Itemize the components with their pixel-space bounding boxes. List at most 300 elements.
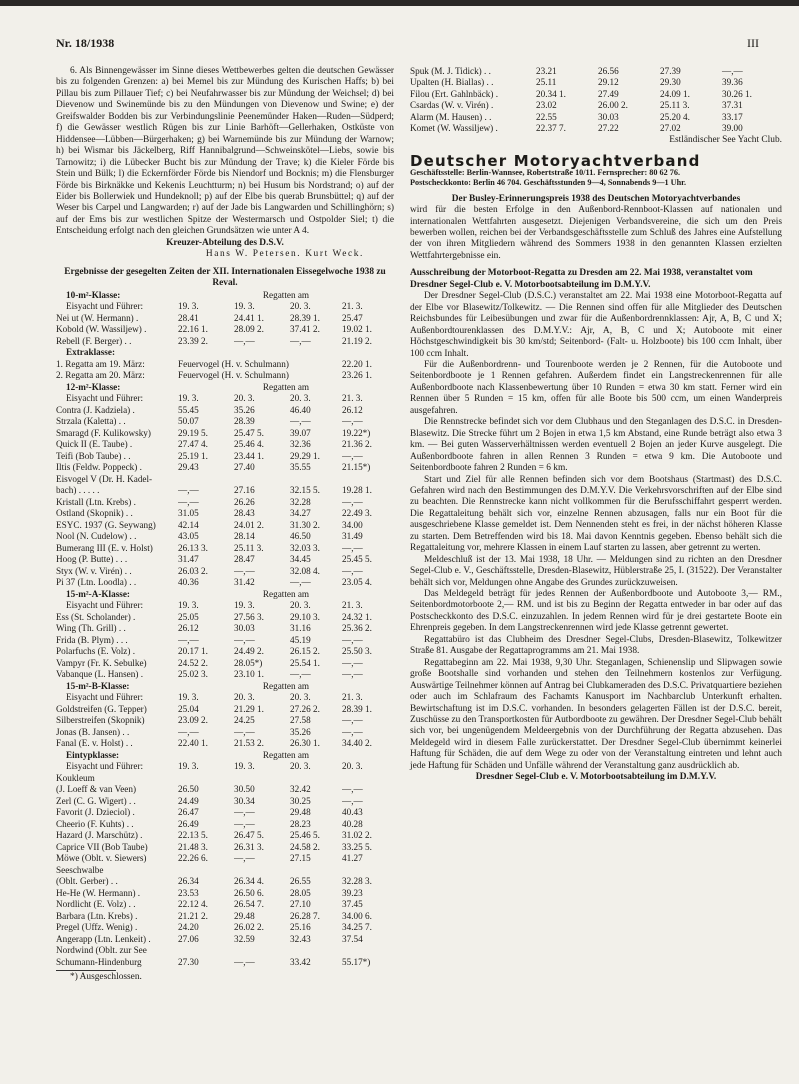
- result-row: [56, 796, 394, 808]
- regatten-label: Regatten am: [262, 289, 310, 300]
- time-cell: 55.17*): [342, 956, 371, 967]
- race-time: 22.20 1.: [342, 358, 372, 369]
- ausschreibung-p2: Für die Außenbordrenn- und Tourenboote werden je 2 Rennen, für die Autoboote und Seitenbordboote je 1 Rennen gefahren. Außerdem findet ein Langstreckenrennen für alle Außenbordboote nach Klassenbewertung über 10 Runden = etwa 30 km statt. Ferner wird ein Rennen über 5 Runden = 15 km, offen für alle Boote bis 500 ccm, um einen Wanderpreis ausgefahren.: [410, 359, 782, 416]
- time-cell: [178, 865, 234, 877]
- time-cell: 19.02 1.: [342, 324, 372, 335]
- time-cell: —,—: [342, 634, 363, 645]
- yacht-name: Vabanque (L. Hansen) .: [56, 669, 143, 680]
- time-cell: 27.26 2.: [290, 703, 320, 714]
- yacht-name: Alarm (M. Hausen) . .: [410, 111, 492, 122]
- time-cell: 20. 3.: [342, 761, 363, 772]
- ausschreibung-p5: Meldeschluß ist der 13. Mai 1938, 18 Uhr. — Meldungen sind zu richten an den Dresdner Segel-Club e. V., Geschäftsstelle, Dresden-Blasewitz, Hüblerstraße 25, I. (31522). Der Veranstalter behält sich vor, Meldungen ohne Angabe des Grundes zurückzuweisen.: [410, 554, 782, 588]
- result-row: [56, 439, 394, 451]
- class-heading-row: [56, 589, 394, 601]
- time-cell: 27.15: [290, 853, 311, 864]
- time-cell: 26.13 3.: [178, 542, 208, 553]
- time-cell: 24.49: [178, 795, 199, 806]
- class-heading-row: [56, 750, 394, 762]
- time-cell: 23.02: [536, 100, 557, 111]
- time-cell: 21. 3.: [342, 600, 363, 611]
- time-cell: 39.00: [722, 123, 743, 134]
- time-cell: —,—: [342, 542, 363, 553]
- class-heading-row: [56, 347, 394, 359]
- dmyv-address: Geschäftsstelle: Berlin-Wannsee, Robertstraße 10/11. Fernsprecher: 80 62 76.: [410, 167, 680, 177]
- footnote-rule: [56, 970, 116, 971]
- result-row: [56, 865, 394, 877]
- time-cell: 31.42: [234, 577, 255, 588]
- result-row: [56, 738, 394, 750]
- time-cell: 30.34: [234, 795, 255, 806]
- time-cell: 21. 3.: [342, 692, 363, 703]
- yacht-name: Seeschwalbe: [56, 864, 104, 875]
- yacht-name: Eisyacht und Führer:: [66, 761, 144, 772]
- time-cell: [342, 474, 394, 486]
- result-row: [56, 474, 394, 486]
- time-cell: 29.19 5.: [178, 427, 208, 438]
- right-column: [410, 66, 782, 784]
- result-row: [56, 784, 394, 796]
- time-cell: 29.48: [290, 807, 311, 818]
- yacht-club-signature: Estländischer See Yacht Club.: [669, 134, 782, 145]
- ausschreibung-p3: Die Rennstrecke befindet sich vor dem Clubhaus und den Steganlagen des D.S.C. in Dresden-Blasewitz. Die Strecke führt um 2 Bojen in etwa 1,5 km Abstand, eine Runde beträgt also etwa 3 km. — Bei guten Wasserverhältnissen werden eventuell 2 Bojen an jeder Kurve ausgelegt. Die Außenbordboote fahren in allen Rennen 3 Runden = etwa 9 km. Die Autoboote und Seitenbordboote fahren 2 Runden = 6 km.: [410, 417, 782, 474]
- result-row: [56, 600, 394, 612]
- result-row: [410, 123, 782, 134]
- result-row: [56, 313, 394, 325]
- yacht-name: Jonas (B. Jansen) . .: [56, 726, 130, 737]
- results-table: [56, 290, 394, 969]
- class-heading-row: [56, 382, 394, 394]
- time-cell: 39.23: [342, 887, 363, 898]
- result-row: [56, 807, 394, 819]
- result-row: [56, 911, 394, 923]
- ausschreibung-p4: Start und Ziel für alle Rennen befinden sich vor dem Bootshaus (Startmast) des D.S.C. Gefahren wird nach den Bestimmungen des D.M.Y.V. Die Verkehrsvorschriften auf der Elbe sind zu beachten. Die Rennstrecke kann nicht vollkommen für die Berufsschiffahrt gesperrt werden. Die Regattaleitung behält sich vor, einzelne Rennen abzusagen, falls nur ein Boot für die ausgeschriebene Klasse gemeldet ist. Dem Nennenden steht es frei, in der nächst höheren Klasse zu starten. Dem Betreffenden wird bis 18. Mai davon Kenntnis gegeben. Ebenso behält sich die Regattaleitung vor, mehrere Klassen in einem Lauf starten zu lassen, aber getrennt zu werten.: [410, 474, 782, 554]
- time-cell: —,—: [234, 726, 255, 737]
- yacht-name: Quick II (E. Taube) .: [56, 439, 133, 450]
- time-cell: 20. 3.: [234, 393, 255, 404]
- yacht-name: Csardas (W. v. Virén) .: [410, 100, 494, 111]
- time-cell: 34.25 7.: [342, 922, 372, 933]
- class-heading: 15-m²-B-Klasse:: [66, 680, 130, 691]
- yacht-name: Kobold (W. Wassiljew) .: [56, 324, 147, 335]
- result-row: [56, 359, 394, 371]
- yacht-name: Contra (J. Kadziela) .: [56, 404, 135, 415]
- result-row: [410, 77, 782, 88]
- yacht-name: Bumerang III (E. v. Holst): [56, 542, 153, 553]
- time-cell: 22.37 7.: [536, 123, 566, 134]
- time-cell: 32.43: [290, 933, 311, 944]
- yacht-name: Strzala (Kaletta) . .: [56, 416, 126, 427]
- result-row: [56, 888, 394, 900]
- time-cell: 31.30 2.: [290, 519, 320, 530]
- time-cell: 25.04: [178, 703, 199, 714]
- time-cell: 34.00 6.: [342, 910, 372, 921]
- result-row: [410, 112, 782, 123]
- result-row: [56, 462, 394, 474]
- yacht-name: Eisyacht und Führer:: [66, 393, 144, 404]
- time-cell: 24.49 2.: [234, 646, 264, 657]
- time-cell: 20. 3.: [290, 692, 311, 703]
- time-cell: 25.05: [178, 611, 199, 622]
- time-cell: 25.02 3.: [178, 669, 208, 680]
- time-cell: [290, 945, 342, 957]
- top-edge-bar: [0, 0, 799, 6]
- time-cell: 22.16 1.: [178, 324, 208, 335]
- time-cell: 19. 3.: [234, 761, 255, 772]
- yacht-name: (Oblt. Gerber) . .: [56, 876, 118, 887]
- time-cell: 26.03 2.: [178, 565, 208, 576]
- regatten-label: Regatten am: [262, 588, 310, 599]
- time-cell: 23.53: [178, 887, 199, 898]
- time-cell: 21. 3.: [342, 301, 363, 312]
- time-cell: 20. 3.: [234, 692, 255, 703]
- busley-text: wird für die besten Erfolge in den Außenbord-Rennboot-Klassen auf nationalen und internationalen Wettfahrten ausgesetzt. Diejenigen Verbandsvereine, die sich um den Preis bewerben wollen, reichen bei der Verbandsgeschäftsstelle zum Schluß des Jahres eine Aufstellung der von ihren Mitgliedern während des Sommers 1938 in den genannten Klassen erzielten Wettfahrtergebnisse ein.: [410, 205, 782, 261]
- regatten-label: Regatten am: [262, 749, 310, 760]
- time-cell: 20.34 1.: [536, 88, 566, 99]
- yacht-name: bach) . . . . .: [56, 485, 100, 496]
- time-cell: 23.10 1.: [234, 669, 264, 680]
- result-row: [56, 612, 394, 624]
- time-cell: 30.50: [234, 784, 255, 795]
- time-cell: —,—: [178, 726, 199, 737]
- time-cell: 24.32 1.: [342, 611, 372, 622]
- time-cell: 20.17 1.: [178, 646, 208, 657]
- time-cell: [178, 474, 234, 486]
- class-heading: Eintypklasse:: [66, 749, 120, 760]
- time-cell: 29.12: [598, 77, 619, 88]
- race-label: 2. Regatta am 20. März:: [56, 370, 145, 381]
- result-row: [56, 945, 394, 957]
- time-cell: —,—: [290, 669, 311, 680]
- regatten-label: Regatten am: [262, 680, 310, 691]
- time-cell: —,—: [234, 335, 255, 346]
- time-cell: [234, 865, 290, 877]
- result-row: [56, 508, 394, 520]
- time-cell: 28.05*): [234, 657, 263, 668]
- time-cell: 40.28: [342, 818, 363, 829]
- time-cell: 28.47: [234, 554, 255, 565]
- time-cell: 24.58 2.: [290, 841, 320, 852]
- result-row: [56, 646, 394, 658]
- time-cell: 31.16: [290, 623, 311, 634]
- yacht-name: He-He (W. Hermann) .: [56, 887, 141, 898]
- yacht-name: Eisyacht und Führer:: [66, 692, 144, 703]
- time-cell: 27.02: [660, 123, 681, 134]
- result-row: [56, 876, 394, 888]
- time-cell: 21.15*): [342, 462, 371, 473]
- time-cell: 42.14: [178, 519, 199, 530]
- time-cell: 25.36 2.: [342, 623, 372, 634]
- time-cell: 37.45: [342, 899, 363, 910]
- time-cell: 26.34: [178, 876, 199, 887]
- time-cell: 23.21: [536, 66, 557, 76]
- ausschreibung-p6: Das Meldegeld beträgt für jedes Rennen der Außenbordboote und Autoboote 3,— RM., Seitenbordmotorboote 2,— RM. und ist bis zu Beginn der Regatta entweder in bar oder auf das Postscheckkonto des D.S.C. einzuzahlen. In jedem Rennen wird für je drei gestartete Boote ein Ehrenpreis gegeben. In dem Langstreckenrennen wird jede Klasse getrennt gewertet.: [410, 589, 782, 634]
- result-row: [56, 819, 394, 831]
- yacht-name: Teifi (Bob Taube) . .: [56, 450, 131, 461]
- time-cell: 25.19 1.: [178, 450, 208, 461]
- time-cell: 32.15 5.: [290, 485, 320, 496]
- time-cell: 29.43: [178, 462, 199, 473]
- time-cell: 31.05: [178, 508, 199, 519]
- result-row: [56, 899, 394, 911]
- time-cell: 20. 3.: [290, 600, 311, 611]
- results-table-continued: [410, 66, 782, 135]
- time-cell: —,—: [342, 496, 363, 507]
- time-cell: 28.05: [290, 887, 311, 898]
- time-cell: 31.02 2.: [342, 830, 372, 841]
- yacht-name: Kristall (Ltn. Krebs) .: [56, 496, 136, 507]
- time-cell: —,—: [234, 565, 255, 576]
- time-cell: 28.39 1.: [290, 312, 320, 323]
- result-row: [410, 89, 782, 100]
- time-cell: 22.55: [536, 111, 557, 122]
- yacht-name: Spuk (M. J. Tidick) . .: [410, 66, 491, 76]
- time-cell: 40.36: [178, 577, 199, 588]
- time-cell: 27.30: [178, 956, 199, 967]
- time-cell: —,—: [342, 795, 363, 806]
- result-row: [56, 520, 394, 532]
- time-cell: 25.47: [342, 312, 363, 323]
- time-cell: 34.40 2.: [342, 738, 372, 749]
- time-cell: 19. 3.: [178, 692, 199, 703]
- time-cell: 32.28: [290, 496, 311, 507]
- regatten-label: [178, 347, 394, 359]
- time-cell: —,—: [178, 496, 199, 507]
- yacht-name: Filou (Ert. Gahlnbäck) .: [410, 88, 499, 99]
- signature-organisation: Kreuzer-Abteilung des D.S.V.: [166, 237, 284, 248]
- result-row: [56, 324, 394, 336]
- time-cell: 26.49: [178, 818, 199, 829]
- yacht-name: Cheerio (F. Kuhts) . .: [56, 818, 134, 829]
- time-cell: 19. 3.: [178, 600, 199, 611]
- regatten-label: Regatten am: [262, 381, 310, 392]
- time-cell: 19. 3.: [178, 301, 199, 312]
- time-cell: 26.12: [342, 404, 363, 415]
- yacht-name: Möwe (Oblt. v. Siewers): [56, 853, 147, 864]
- time-cell: 23.09 2.: [178, 715, 208, 726]
- time-cell: [342, 945, 394, 957]
- time-cell: 23.05 4.: [342, 577, 372, 588]
- time-cell: 26.15 2.: [290, 646, 320, 657]
- time-cell: —,—: [290, 577, 311, 588]
- yacht-name: Wing (Th. Grill) . .: [56, 623, 126, 634]
- class-heading: 15-m²-A-Klasse:: [66, 588, 130, 599]
- yacht-name: Polarfuchs (E. Volz) .: [56, 646, 136, 657]
- time-cell: 25.54 1.: [290, 657, 320, 668]
- time-cell: 26.47: [178, 807, 199, 818]
- time-cell: —,—: [234, 818, 255, 829]
- time-cell: 50.07: [178, 416, 199, 427]
- result-row: [56, 451, 394, 463]
- signature-names: Hans W. Petersen. Kurt Weck.: [205, 249, 364, 260]
- dmyv-heading: Deutscher Motoryachtverband: [410, 152, 701, 171]
- time-cell: 21.53 2.: [234, 738, 264, 749]
- yacht-name: Styx (W. v. Virén) . .: [56, 565, 132, 576]
- time-cell: 28.43: [234, 508, 255, 519]
- time-cell: 26.12: [178, 623, 199, 634]
- race-winner: Feuervogel (H. v. Schulmann): [178, 358, 289, 369]
- time-cell: 23.44 1.: [234, 450, 264, 461]
- yacht-name: Ostland (Skopnik) . .: [56, 508, 133, 519]
- time-cell: 21.48 3.: [178, 841, 208, 852]
- result-row: [56, 692, 394, 704]
- issue-number: Nr. 18/1938: [56, 36, 115, 50]
- time-cell: 25.11: [536, 77, 557, 88]
- result-row: [56, 704, 394, 716]
- time-cell: —,—: [342, 726, 363, 737]
- time-cell: [234, 945, 290, 957]
- result-row: [56, 957, 394, 969]
- time-cell: 26.55: [290, 876, 311, 887]
- result-row: [56, 623, 394, 635]
- time-cell: 31.47: [178, 554, 199, 565]
- yacht-name: Hoog (P. Butte) . . .: [56, 554, 128, 565]
- yacht-name: Zerl (C. G. Wigert) . .: [56, 795, 136, 806]
- time-cell: 27.06: [178, 933, 199, 944]
- time-cell: 22.49 3.: [342, 508, 372, 519]
- yacht-name: Iltis (Feldw. Poppeck) .: [56, 462, 142, 473]
- time-cell: —,—: [342, 450, 363, 461]
- result-row: [56, 773, 394, 785]
- result-row: [56, 370, 394, 382]
- time-cell: 25.11 3.: [234, 542, 264, 553]
- time-cell: 24.25: [234, 715, 255, 726]
- yacht-name: Schumann-Hindenburg: [56, 956, 142, 967]
- time-cell: —,—: [722, 66, 743, 76]
- time-cell: 19. 3.: [178, 393, 199, 404]
- result-row: [56, 830, 394, 842]
- result-row: [56, 669, 394, 681]
- time-cell: 26.56: [598, 66, 619, 76]
- time-cell: 32.36: [290, 439, 311, 450]
- time-cell: 32.03 3.: [290, 542, 320, 553]
- time-cell: 34.00: [342, 519, 363, 530]
- time-cell: 30.26 1.: [722, 88, 752, 99]
- time-cell: 26.54 7.: [234, 899, 264, 910]
- time-cell: 29.48: [234, 910, 255, 921]
- yacht-name: Pi 37 (Ltn. Loodla) . .: [56, 577, 137, 588]
- time-cell: 55.45: [178, 404, 199, 415]
- time-cell: 26.30 1.: [290, 738, 320, 749]
- time-cell: 19. 3.: [234, 301, 255, 312]
- time-cell: 27.39: [660, 66, 681, 76]
- result-row: [56, 428, 394, 440]
- time-cell: 30.25: [290, 795, 311, 806]
- time-cell: 25.16: [290, 922, 311, 933]
- result-row: [56, 727, 394, 739]
- time-cell: 39.07: [290, 427, 311, 438]
- result-row: [56, 658, 394, 670]
- running-header: [56, 36, 759, 52]
- time-cell: —,—: [178, 485, 199, 496]
- yacht-name: Nordwind (Oblt. zur See: [56, 945, 147, 956]
- time-cell: 40.43: [342, 807, 363, 818]
- time-cell: —,—: [290, 416, 311, 427]
- time-cell: 34.27: [290, 508, 311, 519]
- time-cell: 37.54: [342, 933, 363, 944]
- time-cell: 24.09 1.: [660, 88, 690, 99]
- footnote: *) Ausgeschlossen.: [70, 972, 142, 983]
- paragraph-6: 6. Als Binnengewässer im Sinne dieses Wettbewerbes gelten die deutschen Gewässer bis zu folgenden Grenzen: a) bei Memel bis zur Mündung des Kurischen Haffs; b) bei Pillau bis zum Pillauer Tief; c) bei Neufahrwasser bis zur Mündung der Weichsel; d) bei Dievenow und Swinemünde bis zu den Mündungen von Dievenow und Swine; e) der Greifswalder Bodden bis zur Verbindungslinie Peenemünder Haken—Ruden—Südperd; f) die Gewässer westlich Rügen bis zur Linie Barhöft—Gellerhaken, Ostküste von Hiddensee—Lübben—Bürgerhaken; g) bei Warnemünde bis zur Mündung der Warnow; h) bei Wismar bis Jäckelberg, Riff Hannibalgrund—Schweinskötel—Liebs, sowie bis Tarnowitz; i) die Lübecker Bucht bis zur Mündung der Trave; k) die Kieler Förde bis Stein und Bülk; l) die Eckernförder Förde bis Niendorf und Bocknis; m) die Flensburger Förde bis Birknäkke und Kekenis Leuchtturm; n) bei Husum bis Nordstrand; o) auf der Eider bis Bollerwiek und Hundeknoll; p) auf der Elbe bis querab Brunsbüttel; q) auf der Weser bis Carpel und Langwarden; r) auf der Jade bis Langwarden und Schillinghörn; s) auf der Ems bis zur westlichen Spitze der Westermarsch und Ostpolder Siel; t) die Entscheidung erfolgt nach den gleichen Grundsätzen wie unter A 4.: [56, 66, 394, 237]
- time-cell: 26.00 2.: [598, 100, 628, 111]
- time-cell: 24.41 1.: [234, 312, 264, 323]
- time-cell: 30.03: [234, 623, 255, 634]
- ausschreibung-p8: Regattabeginn am 22. Mai 1938, 9,30 Uhr. Steganlagen, Schienenslip und Slipwagen sowie große Bootshalle sind vorhanden und stehen den Teilnehmern kostenlos zur Verfügung. Auswärtige Teilnehmer können auf Antrag bei Clubkameraden des D.S.C. Privatquartiere beziehen oder auch im Schlafraum des Fachamts Kanusport im Nachbarclub Unterkunft erhalten. Bewirtschaftung ist im D.S.C. vorhanden. In besonders gelagerten Fällen ist der D.S.C. bereit, Zuschüsse zu den Transportkosten für Autbordboote zu gewähren. Der Dresdner Segel-Club behält sich vor, bei ungenügendem Meldeergebnis von der Durchführung der Regatta abzusehen. Das Meldegeld wird in diesem Falle zurückerstattet. Der Dresdner Segel-Club übernimmt keinerlei Haftung für Schäden, die auf dem Wege zu oder von der Veranstaltung eintreten und lehnt auch jede Haftung für Schäden und Unfälle während der Veranstaltung ganz ausdrücklich ab.: [410, 657, 782, 771]
- time-cell: [342, 773, 394, 785]
- time-cell: 25.46 4.: [234, 439, 264, 450]
- time-cell: 46.40: [290, 404, 311, 415]
- time-cell: —,—: [234, 853, 255, 864]
- time-cell: —,—: [342, 657, 363, 668]
- yacht-name: Frida (B. Plym) . . .: [56, 634, 128, 645]
- time-cell: 19. 3.: [234, 600, 255, 611]
- result-row: [56, 934, 394, 946]
- time-cell: 32.28 3.: [342, 876, 372, 887]
- time-cell: —,—: [234, 956, 255, 967]
- time-cell: 21.21 2.: [178, 910, 208, 921]
- time-cell: 22.26 6.: [178, 853, 208, 864]
- time-cell: 29.10 3.: [290, 611, 320, 622]
- ausschreibung-p7: Regattabüro ist das Clubheim des Dresdner Segel-Clubs, Dresden-Blasewitz, Tolkewitzer Straße 81. Ausgabe der Regattaprogramms am 21. Mai 1938.: [410, 634, 782, 657]
- yacht-name: Barbara (Ltn. Krebs) .: [56, 910, 138, 921]
- time-cell: 26.50: [178, 784, 199, 795]
- yacht-name: (J. Loeff & van Veen): [56, 784, 137, 795]
- time-cell: —,—: [178, 634, 199, 645]
- time-cell: 19.28 1.: [342, 485, 372, 496]
- time-cell: [290, 865, 342, 877]
- time-cell: 27.40: [234, 462, 255, 473]
- yacht-name: Koukleum: [56, 772, 95, 783]
- yacht-name: Nei ut (W. Hermann) .: [56, 312, 139, 323]
- time-cell: 34.45: [290, 554, 311, 565]
- time-cell: 26.31 3.: [234, 841, 264, 852]
- class-heading: Extraklasse:: [66, 347, 115, 358]
- ausschreibung-signature: Dresdner Segel-Club e. V. Motorbootsabteilung im D.M.Y.V.: [475, 772, 717, 783]
- page-roman-number: III: [747, 36, 759, 50]
- time-cell: 25.11 3.: [660, 100, 690, 111]
- result-row: [56, 531, 394, 543]
- yacht-name: Hazard (J. Marschütz) .: [56, 830, 143, 841]
- time-cell: 23.39 2.: [178, 335, 208, 346]
- time-cell: 27.16: [234, 485, 255, 496]
- yacht-name: Angerapp (Ltn. Lenkeit) .: [56, 933, 151, 944]
- time-cell: [290, 474, 342, 486]
- result-row: [410, 100, 782, 111]
- result-row: [56, 566, 394, 578]
- time-cell: —,—: [290, 335, 311, 346]
- result-row: [410, 66, 782, 77]
- result-row: [56, 416, 394, 428]
- time-cell: 28.41: [178, 312, 199, 323]
- time-cell: 25.46 5.: [290, 830, 320, 841]
- class-heading-row: [56, 681, 394, 693]
- result-row: [56, 543, 394, 555]
- time-cell: 19. 3.: [178, 761, 199, 772]
- yacht-name: Eisyacht und Führer:: [66, 301, 144, 312]
- time-cell: —,—: [342, 669, 363, 680]
- time-cell: 41.27: [342, 853, 363, 864]
- time-cell: 26.02 2.: [234, 922, 264, 933]
- time-cell: 28.09 2.: [234, 324, 264, 335]
- time-cell: 27.22: [598, 123, 619, 134]
- class-heading: 12-m²-Klasse:: [66, 381, 121, 392]
- time-cell: 20. 3.: [290, 761, 311, 772]
- result-row: [56, 554, 394, 566]
- time-cell: 20. 3.: [290, 393, 311, 404]
- time-cell: 27.47 4.: [178, 439, 208, 450]
- result-row: [56, 336, 394, 348]
- time-cell: 27.49: [598, 88, 619, 99]
- time-cell: —,—: [234, 634, 255, 645]
